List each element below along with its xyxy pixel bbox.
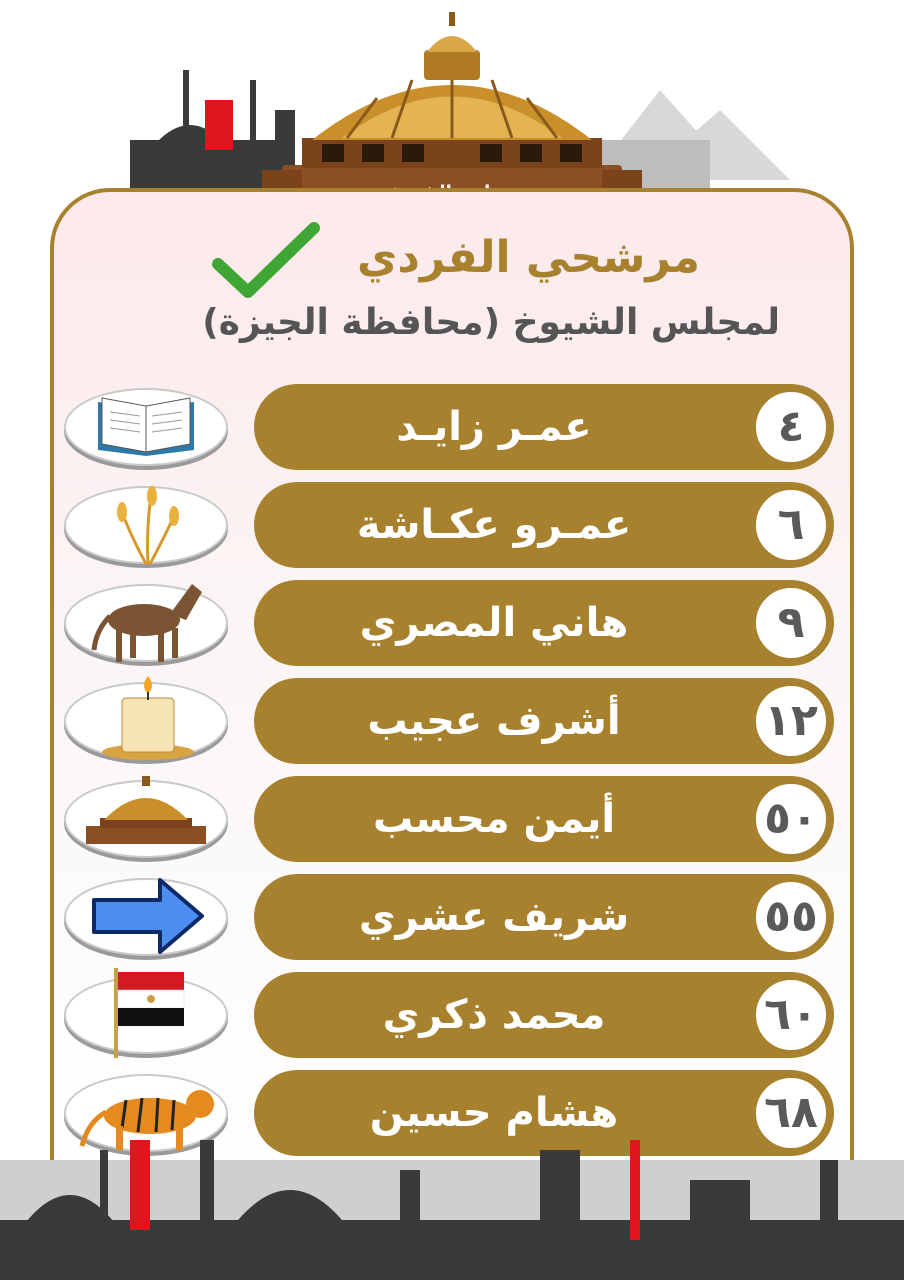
candidate-row bbox=[60, 576, 836, 670]
candidate-number: ٦ bbox=[752, 486, 830, 564]
candidate-name: عمـر زايـد bbox=[396, 404, 592, 450]
candidate-row bbox=[60, 478, 836, 572]
page-title: مرشحي الفردي bbox=[357, 232, 700, 283]
candidate-symbol bbox=[60, 380, 232, 474]
candidate-number: ٤ bbox=[752, 388, 830, 466]
candidate-number: ٦٠ bbox=[752, 976, 830, 1054]
candidate-row bbox=[60, 380, 836, 474]
dome-icon bbox=[60, 772, 232, 866]
arrow-icon bbox=[60, 870, 232, 964]
candidate-number: ٥٠ bbox=[752, 780, 830, 858]
flag-icon bbox=[60, 968, 232, 1062]
senate-dome-emblem bbox=[262, 10, 642, 210]
candidate-name: هاني المصري bbox=[359, 600, 629, 646]
candidate-number: ٩ bbox=[752, 584, 830, 662]
candidate-symbol bbox=[60, 576, 232, 670]
candidate-row bbox=[60, 772, 836, 866]
candidate-symbol bbox=[60, 478, 232, 572]
candidate-symbol bbox=[60, 772, 232, 866]
candidate-name: هشام حسين bbox=[369, 1090, 619, 1136]
candidate-row bbox=[60, 870, 836, 964]
city-skyline-bottom bbox=[0, 1120, 904, 1280]
candidate-name: أيمن محسب bbox=[372, 796, 616, 842]
candle-icon bbox=[60, 674, 232, 768]
candidate-symbol bbox=[60, 968, 232, 1062]
page-subtitle: لمجلس الشيوخ (محافظة الجيزة) bbox=[202, 302, 780, 343]
candidate-name: عمـرو عكـاشة bbox=[356, 502, 632, 548]
horse-icon bbox=[60, 576, 232, 670]
candidate-name: أشرف عجيب bbox=[367, 698, 621, 744]
candidate-number: ١٢ bbox=[752, 682, 830, 760]
candidate-number: ٥٥ bbox=[752, 878, 830, 956]
candidate-symbol bbox=[60, 674, 232, 768]
candidate-number: ٦٨ bbox=[752, 1074, 830, 1152]
book-icon bbox=[60, 380, 232, 474]
candidate-row bbox=[60, 674, 836, 768]
candidate-name: شريف عشري bbox=[358, 894, 630, 940]
wheat-icon bbox=[60, 478, 232, 572]
candidate-name: محمد ذكري bbox=[382, 992, 606, 1038]
candidate-row bbox=[60, 968, 836, 1062]
candidate-symbol bbox=[60, 870, 232, 964]
